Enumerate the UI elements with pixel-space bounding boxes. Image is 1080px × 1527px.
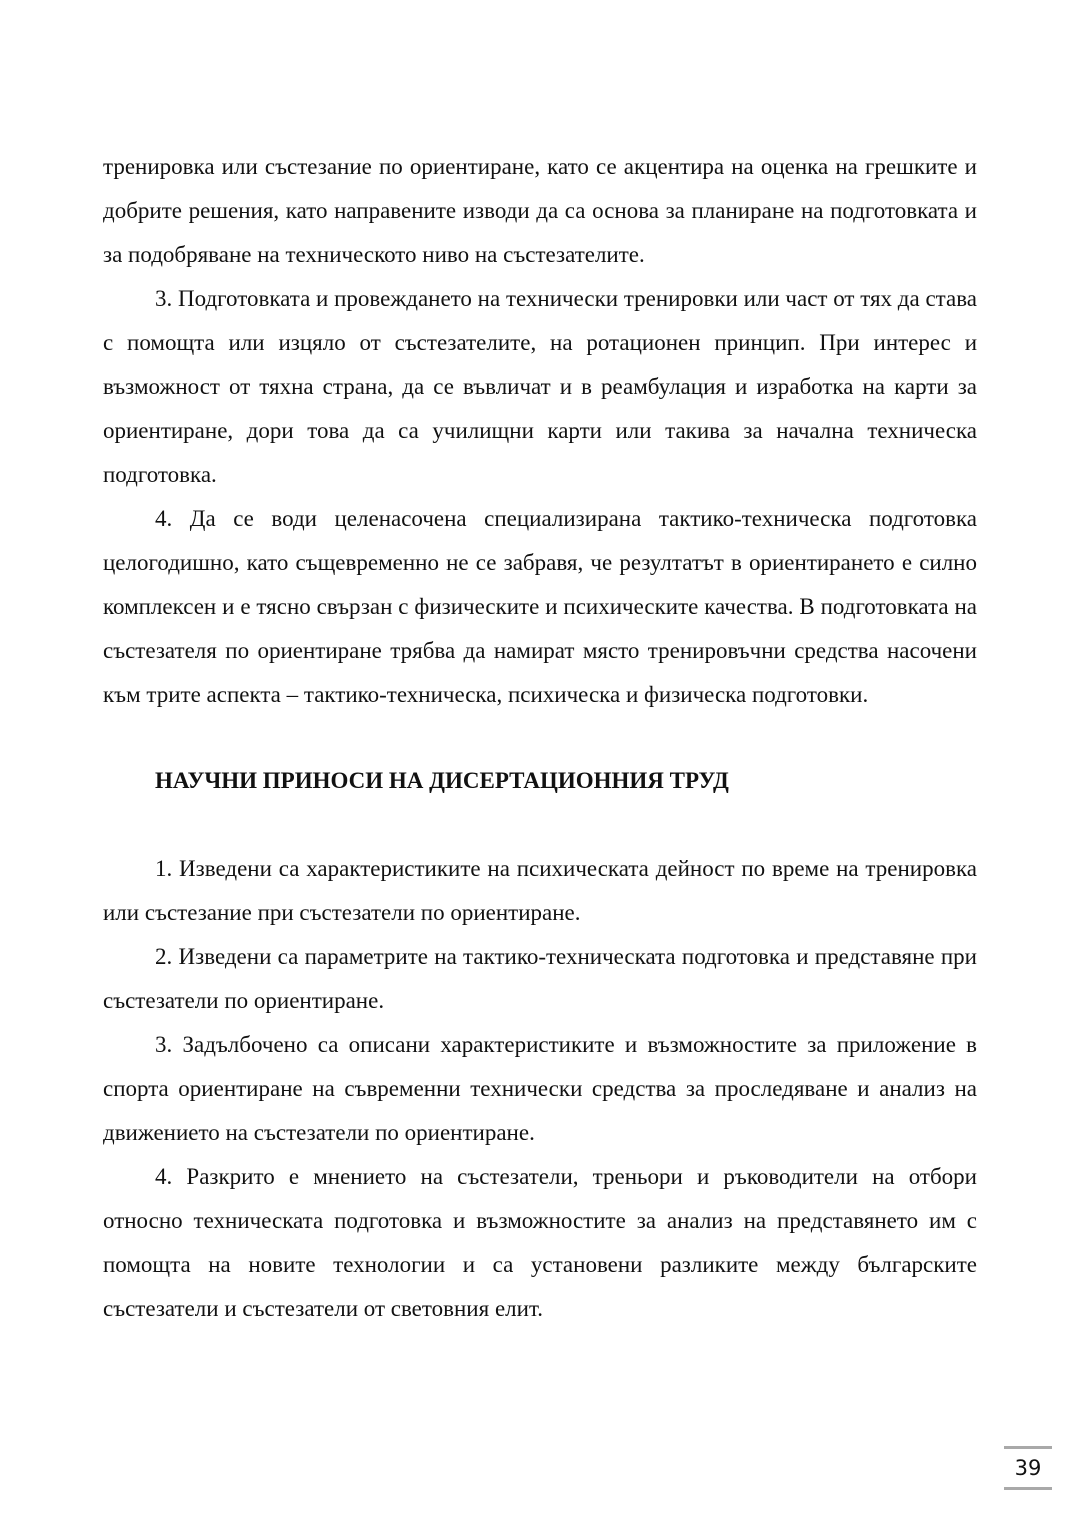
page-number: 39 [1014,1456,1042,1480]
page-number-box [1004,1446,1052,1490]
document-page [103,145,977,1331]
section-heading: НАУЧНИ ПРИНОСИ НА ДИСЕРТАЦИОННИЯ ТРУД [155,768,729,793]
recommendation-4: 4. Да се води целенасочена специализирана тактико-техническа подготовка целогодишно, като същевременно не се забравя, че резултатът в ориентирането е силно комплексен и е тясно свързан с физическите и психическите качества. В подготовката на състезателя по ориентиране трябва да намират място тренировъчни средства насочени към трите аспекта – тактико-техническа, психическа и физическа подготовки. [103,506,977,707]
spacer [103,717,977,759]
paragraph-continuation: тренировка или състезание по ориентиране, като се акцентира на оценка на грешките и добрите решения, като направените изводи да са основа за планиране на подготовката и за подобряване на техническото ниво на състезателите. [103,154,977,267]
recommendation-3: 3. Подготовката и провеждането на технически тренировки или част от тях да става с помощта или изцяло от състезателите, на ротационен принцип. При интерес и възможност от тяхна страна, да се въвличат и в реамбулация и изработка на карти за ориентиране, дори това да са училищни карти или такива за начална техническа подготовка. [103,286,977,487]
contribution-1: 1. Изведени са характеристиките на психическата дейност по време на тренировка или състезание при състезатели по ориентиране. [103,856,977,925]
spacer [103,803,977,847]
contribution-2: 2. Изведени са параметрите на тактико-техническата подготовка и представяне при състезатели по ориентиране. [103,944,977,1013]
contribution-4: 4. Разкрито е мнението на състезатели, треньори и ръководители на отбори относно техническата подготовка и възможностите за анализ на представянето им с помощта на новите технологии и са установени разликите между българските състезатели и състезатели от световния елит. [103,1164,977,1321]
contribution-3: 3. Задълбочено са описани характеристиките и възможностите за приложение в спорта ориентиране на съвременни технически средства за проследяване и анализ на движението на състезатели по ориентиране. [103,1032,977,1145]
